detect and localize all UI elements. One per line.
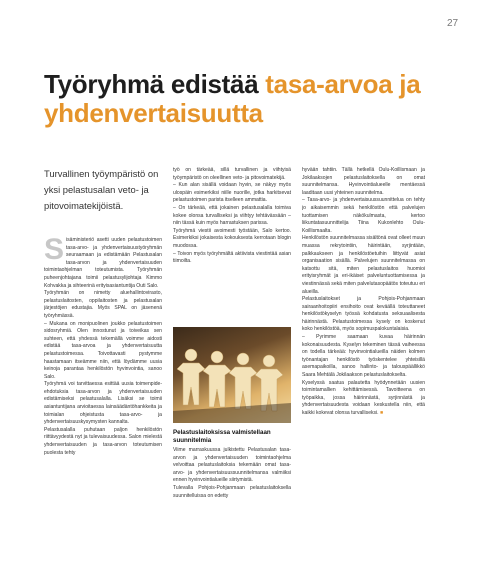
paragraph: – Kun alan sisällä voidaan hyvin, se näkyy myös ulospäin esimerkiksi niille nuorille, jotka harkitsevat pelastustoimen parista itselleen ammattia. (173, 182, 291, 204)
paragraph: hyvään tahtiin. Tällä hetkellä Oulu-Koillismaan ja Jokilaaksojen pelastuslaitoksella on omat suunnitelmansa. Hyvinvointialueelle mentäessä laaditaan uusi yhteinen suunnitelma. (302, 167, 425, 196)
paragraph-text: isäministeriö asetti uuden pelastustoimen tasa-arvo- ja yhdenvertaisuustyöryhmän seuraamaan ja edistämään Pelastusalan tasa-arvon ja yhdenvertaisuuden toimintaohjelman toteutumista. Työryhmän puheenjohtajana toimii pelastusylijohtaja Kimmo Kohvakka ja sihteerinä erityisasiantuntija Outi Salo. (44, 237, 162, 289)
paper-people-illustration (173, 327, 291, 423)
paragraph: – Tasa-arvo- ja yhdenvertaisuussuunnittelua on tehty jo aikaisemmin sekä henkilöstön että palvelujen tuottamisen näkökulmasta, kertoo liikuntatasuunnittelija Tiina Kukonlehto Oulu-Koillismaalta. (302, 197, 425, 234)
article-title (44, 70, 444, 128)
column-1 (44, 237, 162, 571)
title-part-dark: Työryhmä edistää (44, 69, 266, 99)
paragraph-final (302, 380, 425, 418)
paragraph: Pelastuslaitokset ja Pohjois-Pohjanmaan sairaanhoitopiiri ensihoito ovat keväällä toteuttaneet henkilöstökyselyn työssä kohdatusta seksuaalisesta häirinnästä. Pelastustoimessa kysely on koskenut koko henkilöstöä, myös sopimuspalokuntalaisia. (302, 296, 425, 333)
paragraph: työ on tärkeää, sillä turvallinen ja viihtyisä työympäristö on oleellinen veto- ja pitovoimatekijä. (173, 167, 291, 181)
paragraph: – Pyrimme saamaan kuvaa häirinnän kokonaisuudesta. Kyselyn tekeminen tässä vaiheessa on todella tärkeää: hyvinvointialueilla näiden kolmen työnantajan henkilöstö työskentelee yhteisillä asemapaikoilla, sanoo hallinto- ja talouspäällikkö Saara Mehtälä Jokilaakson pelastuslaitokselta. (302, 334, 425, 379)
paragraph: Työryhmän on nimetty aluehallintovirasto, pelastuslaitosten, oppilaitosten ja pelastusalan järjestöjen edustajia. Myös SPAL on jäsenenä työryhmässä. (44, 290, 162, 319)
paragraph: – On tärkeää, että jokainen pelastusalalla toimiva kokee olonsa turvalliseksi ja viihtyy tehtävässään – niin tässä kuin myös harrastuksen parissa. (173, 204, 291, 227)
paragraph: Työryhmä viestii avoimesti työstään, Salo kertoo. Esimerkiksi jokaisesta kokouksesta kerrotaan blogin muodossa. (173, 227, 291, 249)
page-number: 27 (447, 18, 459, 29)
dropcap: S (44, 237, 65, 266)
paragraph-intro (44, 237, 162, 290)
column-2 (173, 167, 291, 347)
paragraph: – Toivon myös työryhmältä aktiivista viestintää asian tiimoilta. (173, 250, 291, 265)
image-caption-heading: Pelastuslaitoksissa valmistellaan suunnitelmia (173, 429, 271, 444)
title-part-accent: tasa-arvoa ja yhdenvertaisuutta (44, 69, 421, 128)
paragraph: Henkilöstön suunnitelmassa sisältönä ovat olleet muun muassa rekrytointiin, häirintään, syrjintään, palkkaukseen ja henkilöstöetuihin liittyvät asiat organisaation sisällä. Palvelujen suunnitelmassa on katsottu sitä, miten pelastuslaitos huomioi erityisryhmät ja eri-ikäiset palveluntuottamisessa ja viestinnässä sekä miten palvelutasopäätös toteutuu eri alueilla. (302, 235, 425, 295)
paragraph: – Mukana on monipuolinen joukko pelastustoimen sidosryhmiä. Olen innostunut ja toiveikas sen suhteen, että yhdessä tekemällä voimme aidosti edistää tasa-arvoa ja yhdenvertaisuutta pelastustoimessa. Toivottavasti pystymme haastamaan itseämme niin, että löydämme uusia keinoja parantaa henkilöstön hyvinvointia, sanoo Salo. (44, 320, 162, 380)
paragraph: Viime marraskuussa julkistettu Pelastusalan tasa-arvon ja yhdenvertaisuuden toimintaohjelma velvoittaa pelastuslaitoksia tekemään omat tasa-arvo- ja yhdenvertaisuussuunnitelmansa valmiiksi ennen hyvinvointialueille siirtymistä. (173, 447, 291, 484)
article-lead: Turvallinen työympäristö on yksi pelastusalan veto- ja pitovoimatekijöistä. (44, 168, 159, 211)
paragraph-text: Kyselyssä saatua palautetta hyödynnetään uusien toimintamallien kehittämisessä. Tavoitteena on työpaikka, jossa häirinnästä, syrjinnästä ja yhdenvertaisuudesta voidaan keskustella niin, että kaikki kokevat olonsa turvalliseksi. (302, 379, 425, 416)
paragraph: Tulevalla Pohjois-Pohjanmaan pelastuslaitoksella suunnitelluissa on edetty (173, 484, 291, 499)
paragraph: Pelastusalalla puhutaan paljon henkilöstön riittävyydestä nyt ja tulevaisuudessa. Salon mielestä yhdenvertaisuuden ja tasa-arvon toteutumisen puolesta tehty (44, 426, 162, 456)
paragraph: Työryhmä voi tarvittaessa esittää uusia toimenpide-ehdotuksia tasa-arvon ja yhdenvertaisuuden edistämiseksi pelastusalalla. Lisäksi se toimii asiantuntijana arvioitaessa lainsäädäntöhankkeita ja toimialan ohjeistusta tasa-arvo- ja yhdenvertaisuuskysymysten kannalta. (44, 381, 162, 426)
column-2-lower (173, 447, 291, 573)
paper-people-chain-image (173, 327, 291, 423)
end-mark-icon: ■ (379, 410, 384, 416)
column-3 (302, 167, 425, 515)
